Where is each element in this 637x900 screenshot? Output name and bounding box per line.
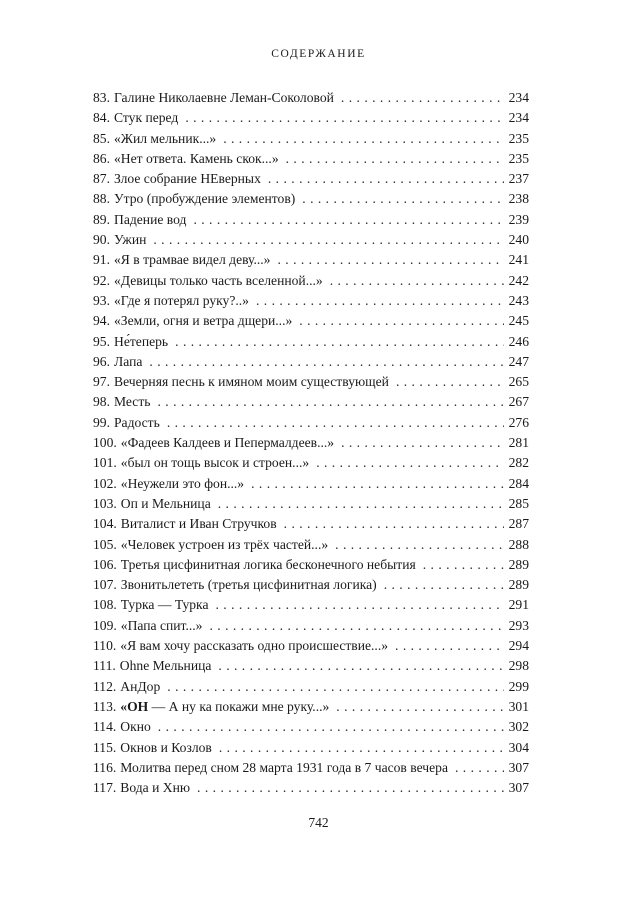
entry-page: 241 — [508, 252, 529, 268]
page-number: 742 — [308, 815, 329, 830]
entry-number: 88. — [93, 191, 110, 207]
leader-dots — [302, 189, 503, 209]
toc-entry — [93, 250, 529, 270]
leader-dots — [341, 433, 504, 453]
entry-number: 114. — [93, 719, 117, 735]
entry-title: Радость — [114, 414, 160, 430]
entry-title: «Неужели это фон...» — [120, 475, 245, 491]
entry-title: Вода и Хню — [120, 780, 191, 796]
entry-page: 302 — [508, 719, 529, 735]
entry-title: Ужин — [114, 232, 147, 248]
entry-page: 289 — [508, 577, 529, 593]
entry-number: 85. — [93, 130, 110, 146]
leader-dots — [384, 575, 504, 595]
entry-title: Виталист и Иван Стручков — [120, 516, 277, 532]
toc-entry — [93, 453, 529, 473]
entry-page: 301 — [508, 698, 529, 714]
leader-dots — [167, 677, 503, 697]
toc-entry — [93, 575, 529, 595]
entry-page: 265 — [508, 374, 529, 390]
entry-title: Третья цисфинитная логика бесконечного небытия — [120, 556, 416, 572]
entry-number: 107. — [93, 577, 117, 593]
entry-number: 96. — [93, 353, 110, 369]
toc-entry — [93, 108, 529, 128]
entry-number: 105. — [93, 536, 117, 552]
entry-title: «Жил мельник...» — [114, 130, 217, 146]
toc-entry — [93, 332, 529, 352]
leader-dots — [423, 555, 504, 575]
entry-number: 110. — [93, 638, 117, 654]
entry-page: 267 — [508, 394, 529, 410]
entry-number: 97. — [93, 374, 110, 390]
entry-number: 104. — [93, 516, 117, 532]
entry-number: 111. — [93, 658, 116, 674]
entry-page: 235 — [508, 130, 529, 146]
entry-page: 246 — [508, 333, 529, 349]
leader-dots — [277, 250, 503, 270]
toc-entry — [93, 717, 529, 737]
entry-page: 288 — [508, 536, 529, 552]
entry-title: «Фадеев Калдеев и Пепермалдеев...» — [120, 435, 335, 451]
entry-number: 83. — [93, 90, 110, 105]
entry-title: «Папа спит...» — [120, 617, 203, 633]
toc-entry — [93, 413, 529, 433]
leader-dots — [455, 758, 504, 778]
entry-page: 243 — [508, 292, 529, 308]
entry-page: 238 — [508, 191, 529, 207]
entry-title: АнДор — [120, 678, 161, 694]
toc-entry — [93, 514, 529, 534]
toc-entry — [93, 88, 529, 108]
entry-number: 92. — [93, 272, 110, 288]
entry-number: 116. — [93, 759, 117, 775]
entry-page: 234 — [508, 90, 529, 105]
toc-entry — [93, 352, 529, 372]
toc-entry — [93, 535, 529, 555]
toc-entry — [93, 758, 529, 778]
leader-dots — [175, 332, 503, 352]
leader-dots — [286, 149, 504, 169]
entry-page: 239 — [508, 211, 529, 227]
leader-dots — [158, 717, 504, 737]
entry-page: 281 — [508, 435, 529, 451]
entry-title: «был он тощь высок и строен...» — [120, 455, 310, 471]
entry-page: 276 — [508, 414, 529, 430]
toc-entry — [93, 697, 529, 717]
entry-title: Месть — [114, 394, 151, 410]
entry-page: 293 — [508, 617, 529, 633]
leader-dots — [167, 413, 504, 433]
entry-page: 284 — [508, 475, 529, 491]
leader-dots — [185, 108, 503, 128]
entry-page: 234 — [508, 110, 529, 126]
entry-number: 101. — [93, 455, 117, 471]
entry-title: Утро (пробуждение элементов) — [114, 191, 296, 207]
toc-entry — [93, 230, 529, 250]
leader-dots — [284, 514, 504, 534]
entry-number: 108. — [93, 597, 117, 613]
leader-dots — [256, 291, 504, 311]
entry-title: «Человек устроен из трёх частей...» — [120, 536, 329, 552]
leader-dots — [209, 616, 503, 636]
toc-entry — [93, 555, 529, 575]
entry-page: 294 — [508, 638, 529, 654]
entry-title: Стук перед — [114, 110, 179, 126]
entry-title: «Девицы только часть вселенной...» — [114, 272, 323, 288]
entry-page: 299 — [508, 678, 529, 694]
entry-title: Звонитьлететь (третья цисфинитная логика) — [120, 577, 377, 593]
entry-title: «Где я потерял руку?..» — [114, 292, 249, 308]
toc-entry — [93, 149, 529, 169]
entry-title: Злое собрание НЕверных — [114, 171, 261, 187]
entry-page: 307 — [508, 780, 529, 796]
entry-title: Падение вод — [114, 211, 187, 227]
entry-number: 89. — [93, 211, 110, 227]
table-of-contents — [93, 88, 529, 798]
entry-title: «Я вам хочу рассказать одно происшествие...» — [120, 638, 389, 654]
toc-entry — [93, 372, 529, 392]
entry-page: 304 — [508, 739, 529, 755]
entry-number: 113. — [93, 698, 117, 714]
entry-page: 242 — [508, 272, 529, 288]
entry-number: 112. — [93, 678, 117, 694]
entry-number: 93. — [93, 292, 110, 308]
toc-entry — [93, 595, 529, 615]
entry-number: 115. — [93, 739, 117, 755]
entry-title: Лапа — [114, 353, 143, 369]
entry-title — [120, 697, 329, 717]
entry-page: 245 — [508, 313, 529, 329]
leader-dots — [223, 129, 503, 149]
entry-title: Оп и Мельница — [120, 495, 211, 511]
leader-dots — [149, 352, 503, 372]
entry-page: 307 — [508, 759, 529, 775]
toc-entry — [93, 494, 529, 514]
leader-dots — [330, 271, 504, 291]
entry-page: 247 — [508, 353, 529, 369]
entry-page: 291 — [508, 597, 529, 613]
entry-number: 98. — [93, 394, 110, 410]
entry-page: 287 — [508, 516, 529, 532]
entry-number: 95. — [93, 333, 110, 349]
entry-title: Окнов и Козлов — [120, 739, 212, 755]
entry-page: 237 — [508, 171, 529, 187]
entry-page: 285 — [508, 495, 529, 511]
toc-entry — [93, 129, 529, 149]
entry-title: Молитва перед сном 28 марта 1931 года в 7 часов вечера — [120, 759, 448, 775]
toc-entry — [93, 616, 529, 636]
entry-number: 87. — [93, 171, 110, 187]
entry-number: 94. — [93, 313, 110, 329]
entry-page: 282 — [508, 455, 529, 471]
entry-title: «Нет ответа. Камень скок...» — [114, 150, 279, 166]
entry-page: 240 — [508, 232, 529, 248]
toc-entry — [93, 291, 529, 311]
leader-dots — [335, 535, 503, 555]
entry-number: 109. — [93, 617, 117, 633]
toc-entry — [93, 656, 529, 676]
leader-dots — [216, 595, 504, 615]
running-header: СОДЕРЖАНИЕ — [271, 48, 366, 60]
entry-title: Галине Николаевне Леман-Соколовой — [114, 90, 334, 105]
leader-dots — [396, 372, 504, 392]
toc-entry — [93, 474, 529, 494]
toc-entry — [93, 311, 529, 331]
entry-title: Ohne Мельница — [119, 658, 212, 674]
entry-title-bold: «ОН — [120, 698, 149, 714]
entry-number: 117. — [93, 780, 117, 796]
entry-title: Вечерняя песнь к имяном моим существующей — [114, 374, 389, 390]
entry-title-rest: — А ну ка покажи мне руку...» — [148, 698, 330, 714]
leader-dots — [299, 311, 503, 331]
entry-title: Не́теперь — [114, 333, 169, 349]
leader-dots — [157, 392, 503, 412]
entry-number: 90. — [93, 232, 110, 248]
entry-number: 102. — [93, 475, 117, 491]
entry-number: 86. — [93, 150, 110, 166]
entry-number: 91. — [93, 252, 110, 268]
toc-entry — [93, 392, 529, 412]
leader-dots — [218, 656, 503, 676]
entry-title: Турка — Турка — [120, 597, 209, 613]
toc-entry — [93, 210, 529, 230]
entry-page: 235 — [508, 150, 529, 166]
toc-entry — [93, 738, 529, 758]
toc-entry — [93, 169, 529, 189]
toc-entry — [93, 271, 529, 291]
toc-entry — [93, 778, 529, 798]
entry-page: 298 — [508, 658, 529, 674]
entry-number: 100. — [93, 435, 117, 451]
leader-dots — [219, 738, 504, 758]
leader-dots — [341, 88, 504, 108]
toc-entry — [93, 189, 529, 209]
entry-title: «Я в трамвае видел деву...» — [114, 252, 271, 268]
toc-entry — [93, 677, 529, 697]
leader-dots — [153, 230, 503, 250]
leader-dots — [193, 210, 503, 230]
entry-number: 106. — [93, 556, 117, 572]
toc-entry — [93, 636, 529, 656]
leader-dots — [395, 636, 504, 656]
toc-entry — [93, 433, 529, 453]
leader-dots — [197, 778, 504, 798]
entry-page: 289 — [508, 556, 529, 572]
entry-title: Окно — [120, 719, 151, 735]
entry-title: «Земли, огня и ветра дщери...» — [114, 313, 293, 329]
entry-number: 103. — [93, 495, 117, 511]
leader-dots — [336, 697, 503, 717]
leader-dots — [268, 169, 504, 189]
entry-number: 99. — [93, 414, 110, 430]
leader-dots — [218, 494, 504, 514]
entry-number: 84. — [93, 110, 110, 126]
leader-dots — [251, 474, 504, 494]
leader-dots — [316, 453, 503, 473]
